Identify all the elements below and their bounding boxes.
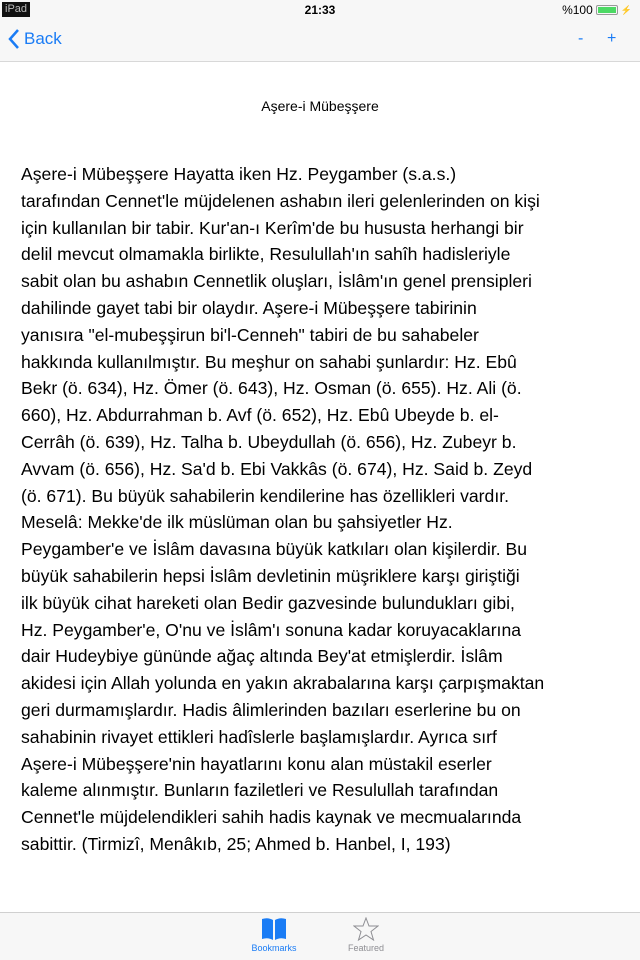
- text-line: Hz. Peygamber'e, O'nu ve İslâm'ı sonuna kadar koruyacaklarına: [21, 619, 522, 640]
- text-line: 660), Hz. Abdurrahman b. Avf (ö. 652), Hz. Ebû Ubeyde b. el-: [21, 405, 499, 426]
- text-line: Avvam (ö. 656), Hz. Sa'd b. Ebi Vakkâs (ö. 674), Hz. Said b. Zeyd: [21, 458, 533, 479]
- article-body: [21, 161, 631, 858]
- decrease-font-button[interactable]: -: [578, 30, 584, 47]
- text-line: geri durmamışlardır. Hadis âlimlerinden bazıları eserlerine bu on: [21, 699, 521, 720]
- charging-icon: ⚡: [620, 4, 632, 15]
- text-line: büyük sahabilerin hepsi İslâm devletinin müşriklere karşı giriştiği: [21, 565, 520, 586]
- text-line: Aşere-i Mübeşşere'nin hayatlarını konu alan müstakil eserler: [21, 753, 492, 774]
- text-line: dair Hudeybiye gününde ağaç altında Bey'at etmişlerdir. İslâm: [21, 646, 503, 667]
- back-button[interactable]: [8, 29, 62, 49]
- text-line: Bekr (ö. 634), Hz. Ömer (ö. 643), Hz. Osman (ö. 655). Hz. Ali (ö.: [21, 378, 522, 399]
- battery-percent: %100: [562, 3, 593, 17]
- text-line: Cerrâh (ö. 639), Hz. Talha b. Ubeydullah (ö. 656), Hz. Zubeyr b.: [21, 431, 517, 452]
- battery-icon: [596, 5, 618, 15]
- text-line: Aşere-i Mübeşşere Hayatta iken Hz. Peygamber (s.a.s.): [21, 164, 457, 184]
- text-line: (ö. 671). Bu büyük sahabilerin kendilerine has özellikleri vardır.: [21, 485, 509, 506]
- status-bar: [0, 0, 640, 20]
- book-icon: [261, 917, 287, 941]
- text-line: kaleme alınmıştır. Bunların faziletleri ve Resulullah tarafından: [21, 780, 499, 801]
- tab-featured[interactable]: [326, 917, 406, 953]
- clock: 21:33: [304, 3, 336, 17]
- text-line: sabittir. (Tirmizî, Menâkıb, 25; Ahmed b. Hanbel, I, 193): [21, 833, 451, 854]
- tab-label: Bookmarks: [251, 943, 297, 953]
- tab-bar: [0, 912, 640, 960]
- article-title: Aşere-i Mübeşşere: [261, 98, 379, 114]
- star-icon: [353, 917, 379, 941]
- tab-bookmarks[interactable]: [234, 917, 314, 953]
- text-line: hakkında kullanılmıştır. Bu meşhur on sahabi şunlardır: Hz. Ebû: [21, 351, 517, 372]
- text-line: ilk büyük cihat hareketi olan Bedir gazvesinde bulundukları gibi,: [21, 592, 515, 613]
- increase-font-button[interactable]: +: [607, 30, 617, 47]
- text-line: Cennet'le müjdelendikleri sahih hadis kaynak ve mecmualarında: [21, 807, 522, 828]
- text-line: Peygamber'e ve İslâm davasına büyük katkıları olan kişilerdir. Bu: [21, 539, 528, 560]
- battery-indicator: [562, 3, 632, 17]
- text-line: dahilinde gayet tabi bir olaydır. Aşere-i Mübeşşere tabirinin: [21, 297, 477, 318]
- back-label: Back: [24, 29, 62, 48]
- text-line: tarafından Cennet'le müjdelenen ashabın ileri gelenlerinden on kişi: [21, 190, 540, 211]
- text-line: Meselâ: Mekke'de ilk müslüman olan bu şahsiyetler Hz.: [21, 512, 453, 533]
- navigation-bar: [0, 20, 640, 62]
- text-line: için kullanılan bir tabir. Kur'an-ı Kerîm'de bu hususta herhangi bir: [21, 217, 524, 238]
- text-line: sahabinin rivayet ettikleri hadîslerle başlamışlardır. Ayrıca sırf: [21, 726, 497, 747]
- carrier-label: iPad: [2, 2, 30, 17]
- chevron-left-icon: [8, 29, 20, 49]
- text-line: yanısıra "el-mubeşşirun bi'l-Cenneh" tabiri de bu sahabeler: [21, 324, 479, 345]
- text-line: sabit olan bu ashabın Cennetlik oluşları, İslâm'ın genel prensipleri: [21, 271, 532, 292]
- tab-label: Featured: [347, 943, 385, 953]
- text-line: delil mevcut olmamakla birlikte, Resulullah'ın sahîh hadisleriyle: [21, 244, 511, 265]
- text-line: akidesi için Allah yolunda en yakın akrabalarına karşı çarpışmaktan: [21, 673, 545, 694]
